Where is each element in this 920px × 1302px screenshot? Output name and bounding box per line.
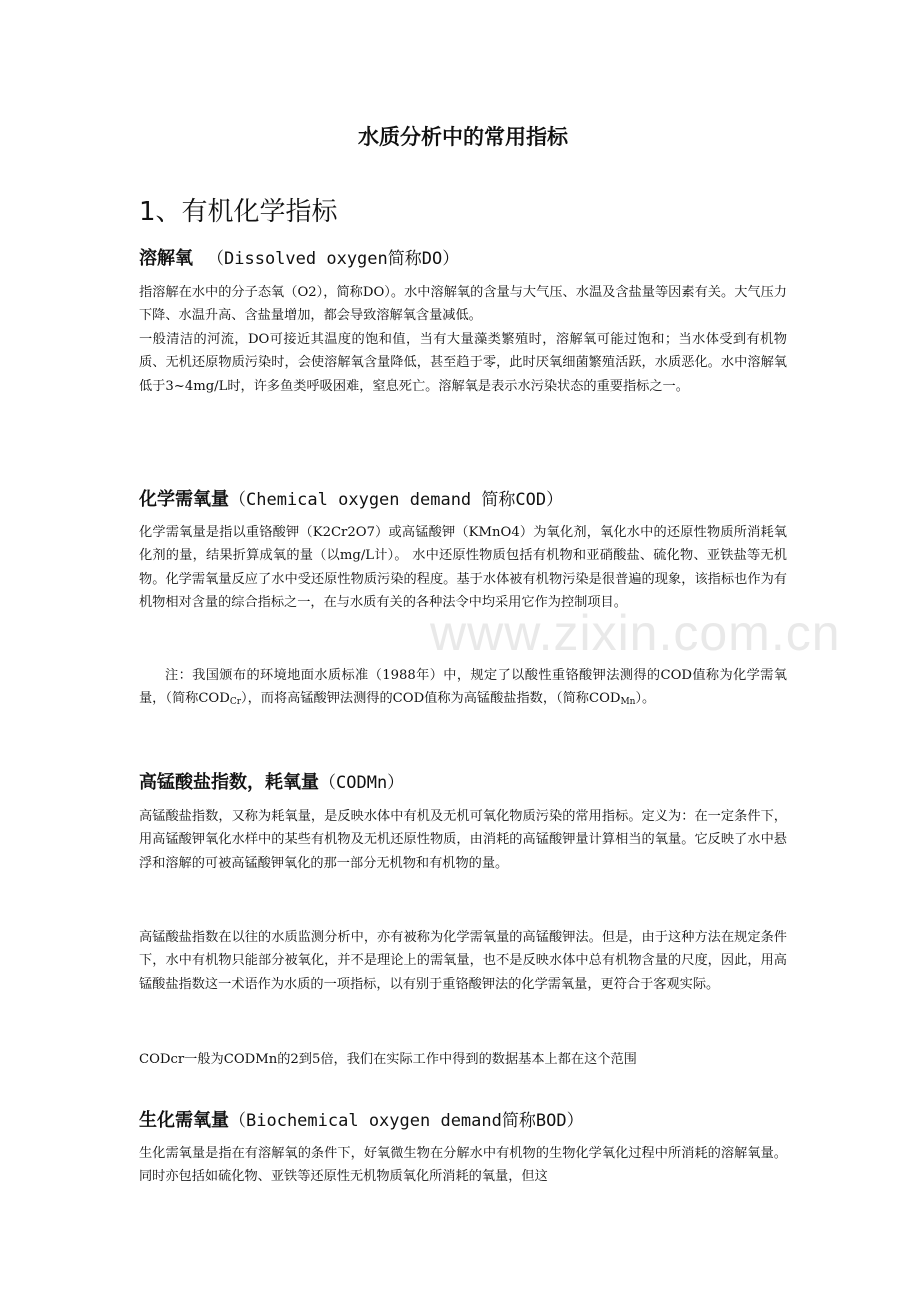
paragraph-codmn-2: 高锰酸盐指数在以往的水质监测分析中，亦有被称为化学需氧量的高锰酸钾法。但是，由于这种方法在规定条件下，水中有机物只能部分被氧化，并不是理论上的需氧量，也不是反映水体中总有机物含量的尺度，因此，用高锰酸盐指数这一术语作为水质的一项指标，以有别于重铬酸钾法的化学需氧量，更符合于客观实际。 bbox=[139, 930, 787, 992]
heading-codmn-cn: 高锰酸盐指数，耗氧量 bbox=[139, 772, 319, 793]
heading-bod-cn: 生化需氧量 bbox=[139, 1110, 229, 1131]
paragraph-do-1: 指溶解在水中的分子态氧（O2），简称DO）。水中溶解氧的含量与大气压、水温及含盐量等因素有关。大气压力下降、水温升高、含盐量增加，都会导致溶解氧含量减低。 bbox=[139, 285, 787, 324]
paragraph-codmn-1: 高锰酸盐指数，又称为耗氧量，是反映水体中有机及无机可氧化物质污染的常用指标。定义为：在一定条件下，用高锰酸钾氧化水样中的某些有机物及无机还原性物质，由消耗的高锰酸钾量计算相当的氧量。它反映了水中悬浮和溶解的可被高锰酸钾氧化的那一部分无机物和有机物的量。 bbox=[139, 809, 787, 871]
paragraph-bod-1: 生化需氧量是指在有溶解氧的条件下，好氧微生物在分解水中有机物的生物化学氧化过程中所消耗的溶解氧量。同时亦包括如硫化物、亚铁等还原性无机物质氧化所消耗的氧量，但这 bbox=[139, 1146, 787, 1185]
heading-cod-cn: 化学需氧量 bbox=[139, 489, 229, 510]
paragraph-do-2: 一般清洁的河流，DO可接近其温度的饱和值，当有大量藻类繁殖时，溶解氧可能过饱和；当水体受到有机物质、无机还原物质污染时，会使溶解氧含量降低，甚至趋于零，此时厌氧细菌繁殖活跃，水质恶化。水中溶解氧低于3~4mg/L时，许多鱼类呼吸困难，窒息死亡。溶解氧是表示水污染状态的重要指标之一。 bbox=[139, 332, 787, 394]
paragraph-codmn-3: CODcr一般为CODMn的2到5倍，我们在实际工作中得到的数据基本上都在这个范围 bbox=[139, 1052, 637, 1067]
heading-bod bbox=[139, 1106, 584, 1132]
cod-note-part-c: ）。 bbox=[635, 691, 656, 707]
heading-cod bbox=[139, 485, 563, 511]
heading-bod-en: （Biochemical oxygen demand简称BOD） bbox=[229, 1111, 584, 1131]
paragraph-cod-1: 化学需氧量是指以重铬酸钾（K2Cr2O7）或高锰酸钾（KMnO4）为氧化剂，氧化水中的还原性物质所消耗氧化剂的量，结果折算成氧的量（以mg/L计）。 水中还原性物质包括有机物和亚硝酸盐、硫化物、亚铁盐等无机物。化学需氧量反应了水中受还原性物质污染的程度。基于水体被有机物污染是很普遍的现象，该指标也作为有机物相对含量的综合指标之一，在与水质有关的各种法令中均采用它作为控制项目。 bbox=[139, 525, 787, 611]
cod-note-part-b: ），而将高锰酸钾法测得的COD值称为高锰酸盐指数，（简称COD bbox=[241, 691, 621, 707]
heading-do-en: （Dissolved oxygen简称DO） bbox=[207, 249, 460, 269]
heading-cod-en: （Chemical oxygen demand 简称COD） bbox=[229, 490, 564, 510]
heading-codmn bbox=[139, 768, 404, 794]
heading-do-cn: 溶解氧 bbox=[139, 248, 193, 269]
cod-note-subscript-cr: Cr bbox=[229, 697, 242, 708]
cod-note-part-a: 注：我国颁布的环境地面水质标准（1988年）中，规定了以酸性重铬酸钾法测得的COD值称为化学需氧量，（简称COD bbox=[139, 668, 787, 707]
heading-codmn-en: （CODMn） bbox=[319, 773, 405, 793]
heading-dissolved-oxygen bbox=[139, 244, 459, 270]
watermark: www.zixin.com.cn bbox=[430, 605, 841, 661]
section-title-organic: 1、有机化学指标 bbox=[139, 197, 338, 227]
paragraph-cod-note bbox=[139, 664, 787, 715]
cod-note-subscript-mn: Mn bbox=[620, 697, 636, 708]
document-title: 水质分析中的常用指标 bbox=[358, 125, 568, 149]
